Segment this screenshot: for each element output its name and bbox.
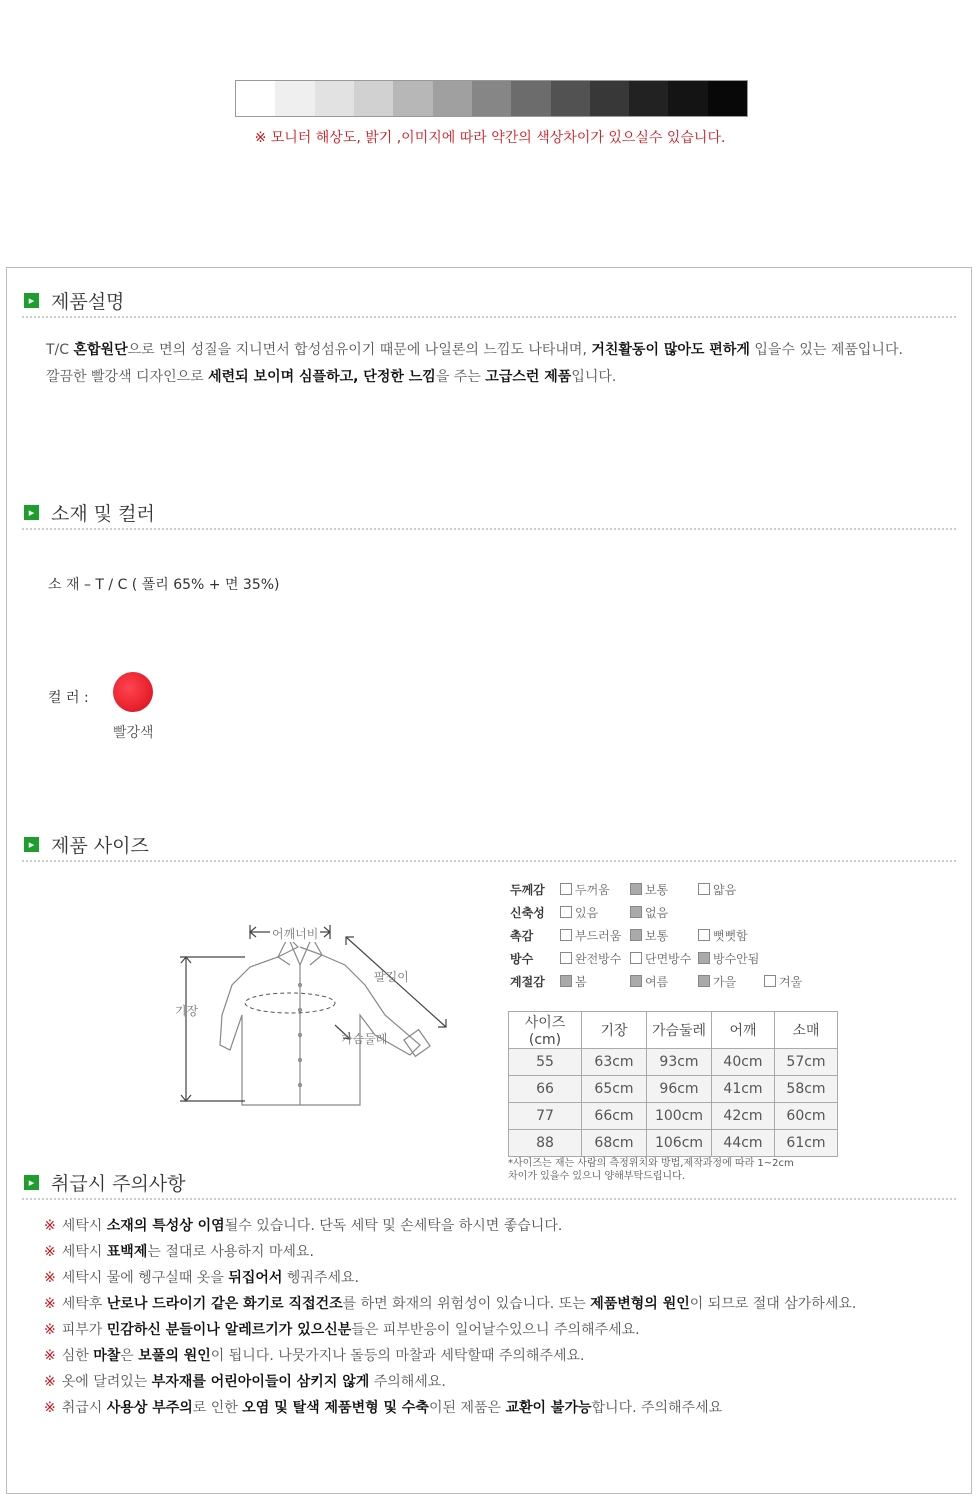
attribute-option xyxy=(560,927,621,944)
desc-text: T/C xyxy=(46,342,74,358)
reference-mark-icon: ※ xyxy=(44,1322,56,1338)
attribute-row xyxy=(510,947,810,969)
gray-swatch xyxy=(354,81,393,116)
care-highlight: 민감하신 분들이나 알레르기가 있으신분 xyxy=(106,1322,352,1338)
shirt-diagram xyxy=(170,915,460,1110)
attribute-option xyxy=(764,973,802,990)
attribute-option xyxy=(630,904,668,921)
attribute-option xyxy=(698,973,736,990)
cell: 77 xyxy=(509,1103,582,1130)
section-header-material xyxy=(24,500,155,524)
desc-highlight: 거친활동이 많아도 편하게 xyxy=(591,342,750,358)
gray-swatch xyxy=(511,81,550,116)
gray-swatch xyxy=(668,81,707,116)
care-item xyxy=(44,1265,359,1291)
cell: 65cm xyxy=(582,1076,647,1103)
care-text: 세탁후 xyxy=(61,1296,107,1312)
gray-swatch xyxy=(433,81,472,116)
gray-swatch xyxy=(236,81,275,116)
care-highlight: 오염 및 탈색 제품변형 및 수축 xyxy=(242,1400,429,1416)
reference-mark-icon: ※ xyxy=(44,1348,56,1364)
care-highlight: 표백제 xyxy=(106,1244,148,1260)
reference-mark-icon: ※ xyxy=(44,1296,56,1312)
care-highlight: 소재의 특성상 이염 xyxy=(106,1218,225,1234)
care-text: 세탁시 xyxy=(61,1218,107,1234)
checkbox-icon xyxy=(560,883,572,895)
care-text: 옷에 달려있는 xyxy=(61,1374,152,1390)
cell: 58cm xyxy=(775,1076,838,1103)
section-title: 제품설명 xyxy=(51,290,125,313)
cell: 55 xyxy=(509,1049,582,1076)
divider xyxy=(22,316,956,318)
section-title: 취급시 주의사항 xyxy=(51,1172,186,1195)
label-length: 기장 xyxy=(175,1004,199,1018)
checked-box-icon xyxy=(630,906,642,918)
cell: 60cm xyxy=(775,1103,838,1130)
checked-box-icon xyxy=(630,883,642,895)
care-item xyxy=(44,1239,314,1265)
attribute-option xyxy=(630,881,668,898)
monitor-note: ※ 모니터 해상도, 밝기 ,이미지에 따라 약간의 색상차이가 있으실수 있습니다. xyxy=(254,130,726,146)
desc-text: 입니다. xyxy=(571,369,617,385)
cell: 93cm xyxy=(647,1049,712,1076)
reference-mark-icon: ※ xyxy=(44,1270,56,1286)
care-text: 이 됩니다. 나뭇가지나 돌등의 마찰과 세탁할때 주의해주세요. xyxy=(210,1348,585,1364)
care-text: 은 xyxy=(120,1348,139,1364)
gray-swatch xyxy=(315,81,354,116)
care-text: 취급시 xyxy=(61,1400,107,1416)
cell: 66 xyxy=(509,1076,582,1103)
section-header-care xyxy=(24,1170,186,1194)
care-highlight: 난로나 드라이기 같은 화기로 직접건조 xyxy=(106,1296,343,1312)
checkbox-icon xyxy=(698,883,710,895)
header-shoulder: 어깨 xyxy=(712,1012,775,1049)
attribute-option xyxy=(560,904,598,921)
care-highlight: 제품변형의 원인 xyxy=(590,1296,690,1312)
size-note-line: *사이즈는 재는 사람의 측정위치와 방법,제작과정에 따라 1~2cm xyxy=(508,1158,794,1169)
attribute-option xyxy=(698,950,759,967)
attribute-option xyxy=(560,973,587,990)
care-text: 이된 제품은 xyxy=(428,1400,506,1416)
attribute-option-label: 얇음 xyxy=(713,882,737,897)
care-highlight: 사용상 부주의 xyxy=(106,1400,193,1416)
checked-box-icon xyxy=(560,975,572,987)
attribute-label: 계절감 xyxy=(510,974,545,989)
cell: 100cm xyxy=(647,1103,712,1130)
section-header-description xyxy=(24,288,124,312)
attribute-option-label: 두꺼움 xyxy=(575,882,610,897)
gray-swatch xyxy=(590,81,629,116)
label-shoulder: 어깨너비 xyxy=(272,927,319,941)
gray-swatch xyxy=(708,81,747,116)
attribute-option xyxy=(560,881,610,898)
label-chest: 가슴둘레 xyxy=(341,1032,388,1046)
attribute-row xyxy=(510,901,810,923)
desc-highlight: 혼합원단 xyxy=(73,342,128,358)
color-swatch[interactable] xyxy=(113,672,153,712)
arrow-right-icon: ▸ xyxy=(24,837,39,852)
attribute-option xyxy=(630,973,668,990)
attribute-option-label: 겨울 xyxy=(779,974,803,989)
care-highlight: 보풀의 원인 xyxy=(138,1348,211,1364)
care-text: 합니다. 주의해주세요 xyxy=(591,1400,723,1416)
attribute-row xyxy=(510,924,810,946)
care-item xyxy=(44,1213,562,1239)
arrow-right-icon: ▸ xyxy=(24,293,39,308)
care-text: 세탁시 xyxy=(61,1244,107,1260)
attribute-option-label: 뻣뻣함 xyxy=(713,928,748,943)
care-text: 를 하면 화재의 위험성이 있습니다. 또는 xyxy=(342,1296,591,1312)
reference-mark-icon: ※ xyxy=(44,1400,56,1416)
care-highlight: 뒤집어서 xyxy=(228,1270,283,1286)
attribute-option xyxy=(630,950,691,967)
cell: 57cm xyxy=(775,1049,838,1076)
checked-box-icon xyxy=(698,975,710,987)
attribute-option-label: 봄 xyxy=(575,974,587,989)
gray-swatch xyxy=(551,81,590,116)
attribute-option-label: 단면방수 xyxy=(645,951,692,966)
desc-highlight: 고급스런 제품 xyxy=(485,369,572,385)
care-text: 는 절대로 사용하지 마세요. xyxy=(147,1244,314,1260)
cell: 41cm xyxy=(712,1076,775,1103)
cell: 88 xyxy=(509,1130,582,1157)
care-text: 로 인한 xyxy=(192,1400,243,1416)
reference-mark-icon: ※ xyxy=(44,1244,56,1260)
attribute-option xyxy=(698,881,736,898)
cell: 68cm xyxy=(582,1130,647,1157)
attribute-option xyxy=(560,950,621,967)
attribute-option-label: 있음 xyxy=(575,905,599,920)
cell: 106cm xyxy=(647,1130,712,1157)
header-chest: 가슴둘레 xyxy=(647,1012,712,1049)
attribute-option xyxy=(698,927,748,944)
divider xyxy=(22,860,956,862)
care-item xyxy=(44,1395,722,1421)
care-text: 주의해세요. xyxy=(369,1374,446,1390)
grayscale-bar xyxy=(235,80,748,117)
arrow-right-icon: ▸ xyxy=(24,505,39,520)
cell: 66cm xyxy=(582,1103,647,1130)
attribute-row xyxy=(510,970,810,992)
care-text: 헹궈주세요. xyxy=(282,1270,359,1286)
attribute-option xyxy=(630,927,668,944)
color-name: 빨강색 xyxy=(113,725,154,741)
gray-swatch xyxy=(629,81,668,116)
care-item xyxy=(44,1317,640,1343)
attribute-option-label: 방수안됨 xyxy=(713,951,760,966)
desc-highlight: 세련되 보이며 심플하고, 단정한 느낌 xyxy=(208,369,436,385)
size-note-line: 차이가 있을수 있으니 양해부탁드립니다. xyxy=(508,1171,685,1182)
care-item xyxy=(44,1343,584,1369)
table-header xyxy=(509,1012,838,1049)
cell: 61cm xyxy=(775,1130,838,1157)
header-length: 기장 xyxy=(582,1012,647,1049)
attribute-option-label: 여름 xyxy=(645,974,669,989)
attribute-row xyxy=(510,878,810,900)
gray-swatch xyxy=(472,81,511,116)
attribute-option-label: 없음 xyxy=(645,905,669,920)
table-row xyxy=(509,1103,838,1130)
description-line-2 xyxy=(46,364,616,391)
reference-mark-icon: ※ xyxy=(44,1374,56,1390)
care-text: 들은 피부반응이 일어날수있으니 주의해주세요. xyxy=(351,1322,640,1338)
care-text: 세탁시 물에 헹구실때 옷을 xyxy=(61,1270,229,1286)
care-item xyxy=(44,1369,446,1395)
attribute-option-label: 부드러움 xyxy=(575,928,622,943)
description-line-1 xyxy=(46,337,903,364)
attribute-label: 신축성 xyxy=(510,905,545,920)
color-label: 컬 러 : xyxy=(48,690,89,706)
divider xyxy=(22,528,956,530)
section-title: 제품 사이즈 xyxy=(51,834,149,857)
cell: 96cm xyxy=(647,1076,712,1103)
care-highlight: 교환이 불가능 xyxy=(505,1400,592,1416)
section-title: 소재 및 컬러 xyxy=(51,502,155,525)
care-highlight: 마찰 xyxy=(93,1348,121,1364)
gray-swatch xyxy=(275,81,314,116)
attribute-label: 방수 xyxy=(510,951,534,966)
attribute-label: 두께감 xyxy=(510,882,545,897)
checkbox-icon xyxy=(560,929,572,941)
size-table xyxy=(508,1011,838,1157)
cell: 42cm xyxy=(712,1103,775,1130)
attribute-label: 촉감 xyxy=(510,928,534,943)
care-highlight: 부자재를 어린아이들이 삼키지 않게 xyxy=(151,1374,370,1390)
attribute-option-label: 완전방수 xyxy=(575,951,622,966)
cell: 40cm xyxy=(712,1049,775,1076)
header-sleeve: 소매 xyxy=(775,1012,838,1049)
reference-mark-icon: ※ xyxy=(44,1218,56,1234)
attribute-option-label: 보통 xyxy=(645,928,669,943)
table-row xyxy=(509,1076,838,1103)
label-sleeve: 팔길이 xyxy=(374,970,409,984)
desc-text: 입을수 있는 제품입니다. xyxy=(749,342,903,358)
cell: 63cm xyxy=(582,1049,647,1076)
checkbox-icon xyxy=(560,952,572,964)
checkbox-icon xyxy=(698,929,710,941)
gray-swatch xyxy=(393,81,432,116)
desc-text: 깔끔한 빨강색 디자인으로 xyxy=(46,369,209,385)
attribute-option-label: 보통 xyxy=(645,882,669,897)
table-row xyxy=(509,1130,838,1157)
header-size: 사이즈(cm) xyxy=(509,1012,582,1049)
care-text: 심한 xyxy=(61,1348,94,1364)
care-text: 피부가 xyxy=(61,1322,107,1338)
section-header-size xyxy=(24,832,149,856)
desc-text: 으로 면의 성질을 지니면서 합성섬유이기 때문에 나일론의 느낌도 나타내며, xyxy=(127,342,592,358)
size-note xyxy=(508,1157,794,1183)
checked-box-icon xyxy=(630,929,642,941)
care-text: 이 되므로 절대 삼가하세요. xyxy=(689,1296,857,1312)
checked-box-icon xyxy=(630,975,642,987)
table-row xyxy=(509,1049,838,1076)
checkbox-icon xyxy=(630,952,642,964)
care-text: 될수 있습니다. 단독 세탁 및 손세탁을 하시면 좋습니다. xyxy=(224,1218,563,1234)
checkbox-icon xyxy=(764,975,776,987)
attribute-option-label: 가을 xyxy=(713,974,737,989)
checked-box-icon xyxy=(698,952,710,964)
material-text: 소 재 – T / C ( 폴리 65% + 면 35%) xyxy=(48,577,280,593)
checkbox-icon xyxy=(560,906,572,918)
arrow-right-icon: ▸ xyxy=(24,1175,39,1190)
care-item xyxy=(44,1291,856,1317)
cell: 44cm xyxy=(712,1130,775,1157)
desc-text: 을 주는 xyxy=(435,369,486,385)
divider xyxy=(22,1198,956,1200)
